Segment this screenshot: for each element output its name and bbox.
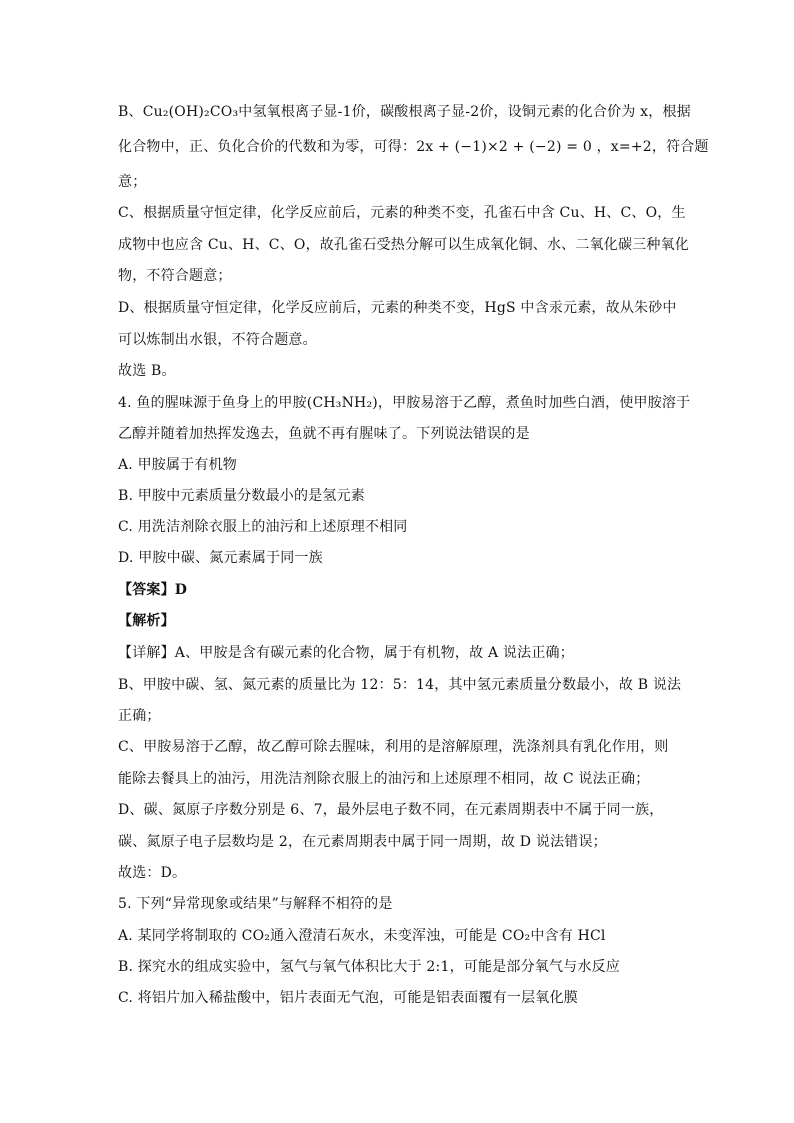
analysis-heading: 【解析】 bbox=[118, 613, 175, 629]
option-c: C. 将铝片加入稀盐酸中，铝片表面无气泡，可能是铝表面覆有一层氧化膜 bbox=[118, 990, 578, 1006]
text-line: 能除去餐具上的油污，用洗洁剂除衣服上的油污和上述原理不相同，故 C 说法正确； bbox=[118, 771, 650, 787]
text-line: 物，不符合题意； bbox=[118, 268, 232, 284]
text-line: D、碳、氮原子序数分别是 6、7，最外层电子数不同，在元素周期表中不属于同一族， bbox=[118, 802, 664, 818]
text-line: 正确； bbox=[118, 708, 161, 724]
question-4-stem: 乙醇并随着加热挥发逸去，鱼就不再有腥味了。下列说法错误的是 bbox=[118, 426, 530, 442]
text-line: C、根据质量守恒定律，化学反应前后，元素的种类不变，孔雀石中含 Cu、H、C、O，生 bbox=[118, 205, 686, 221]
question-5-stem: 5. 下列“异常现象或结果”与解释不相符的是 bbox=[118, 896, 393, 912]
text-line: D、根据质量守恒定律，化学反应前后，元素的种类不变，HgS 中含汞元素，故从朱砂中 bbox=[118, 300, 677, 316]
option-b: B. 甲胺中元素质量分数最小的是氢元素 bbox=[118, 488, 365, 504]
text-line: B、Cu₂(OH)₂CO₃中氢氧根离子显-1价，碳酸根离子显-2价，设铜元素的化合价为 x，根据 bbox=[118, 104, 691, 120]
option-b: B. 探究水的组成实验中，氢气与氧气体积比大于 2:1，可能是部分氧气与水反应 bbox=[118, 959, 620, 975]
text-line: 故选 B。 bbox=[118, 363, 176, 379]
detail-line: 【详解】A、甲胺是含有碳元素的化合物，属于有机物，故 A 说法正确； bbox=[118, 645, 574, 661]
text-line: 成物中也应含 Cu、H、C、O，故孔雀石受热分解可以生成氧化铜、水、二氧化碳三种氧化 bbox=[118, 237, 689, 253]
option-c: C. 用洗洁剂除衣服上的油污和上述原理不相同 bbox=[118, 519, 408, 535]
option-a: A. 某同学将制取的 CO₂通入澄清石灰水，未变浑浊，可能是 CO₂中含有 HCl bbox=[118, 928, 606, 944]
text-line: C、甲胺易溶于乙醇，故乙醇可除去腥味，利用的是溶解原理，洗涤剂具有乳化作用，则 bbox=[118, 739, 669, 755]
option-d: D. 甲胺中碳、氮元素属于同一族 bbox=[118, 550, 323, 566]
text-line: 可以炼制出水银，不符合题意。 bbox=[118, 332, 317, 348]
text-line: 意； bbox=[118, 174, 147, 190]
option-a: A. 甲胺属于有机物 bbox=[118, 457, 238, 473]
text-line: 碳、氮原子电子层数均是 2，在元素周期表中属于同一周期，故 D 说法错误； bbox=[118, 834, 607, 850]
question-4-stem: 4. 鱼的腥味源于鱼身上的甲胺(CH₃NH₂)，甲胺易溶于乙醇，煮鱼时加些白酒，使甲胺溶于 bbox=[118, 395, 691, 411]
text-line: B、甲胺中碳、氢、氮元素的质量比为 12：5：14，其中氢元素质量分数最小，故 B 说法 bbox=[118, 677, 682, 693]
text-line: 化合物中，正、负化合价的代数和为零，可得：2x + (−1)×2 + (−2) = 0 ，x=+2，符合题 bbox=[118, 139, 709, 155]
text-line: 故选：D。 bbox=[118, 865, 187, 881]
answer-label: 【答案】D bbox=[118, 582, 188, 598]
